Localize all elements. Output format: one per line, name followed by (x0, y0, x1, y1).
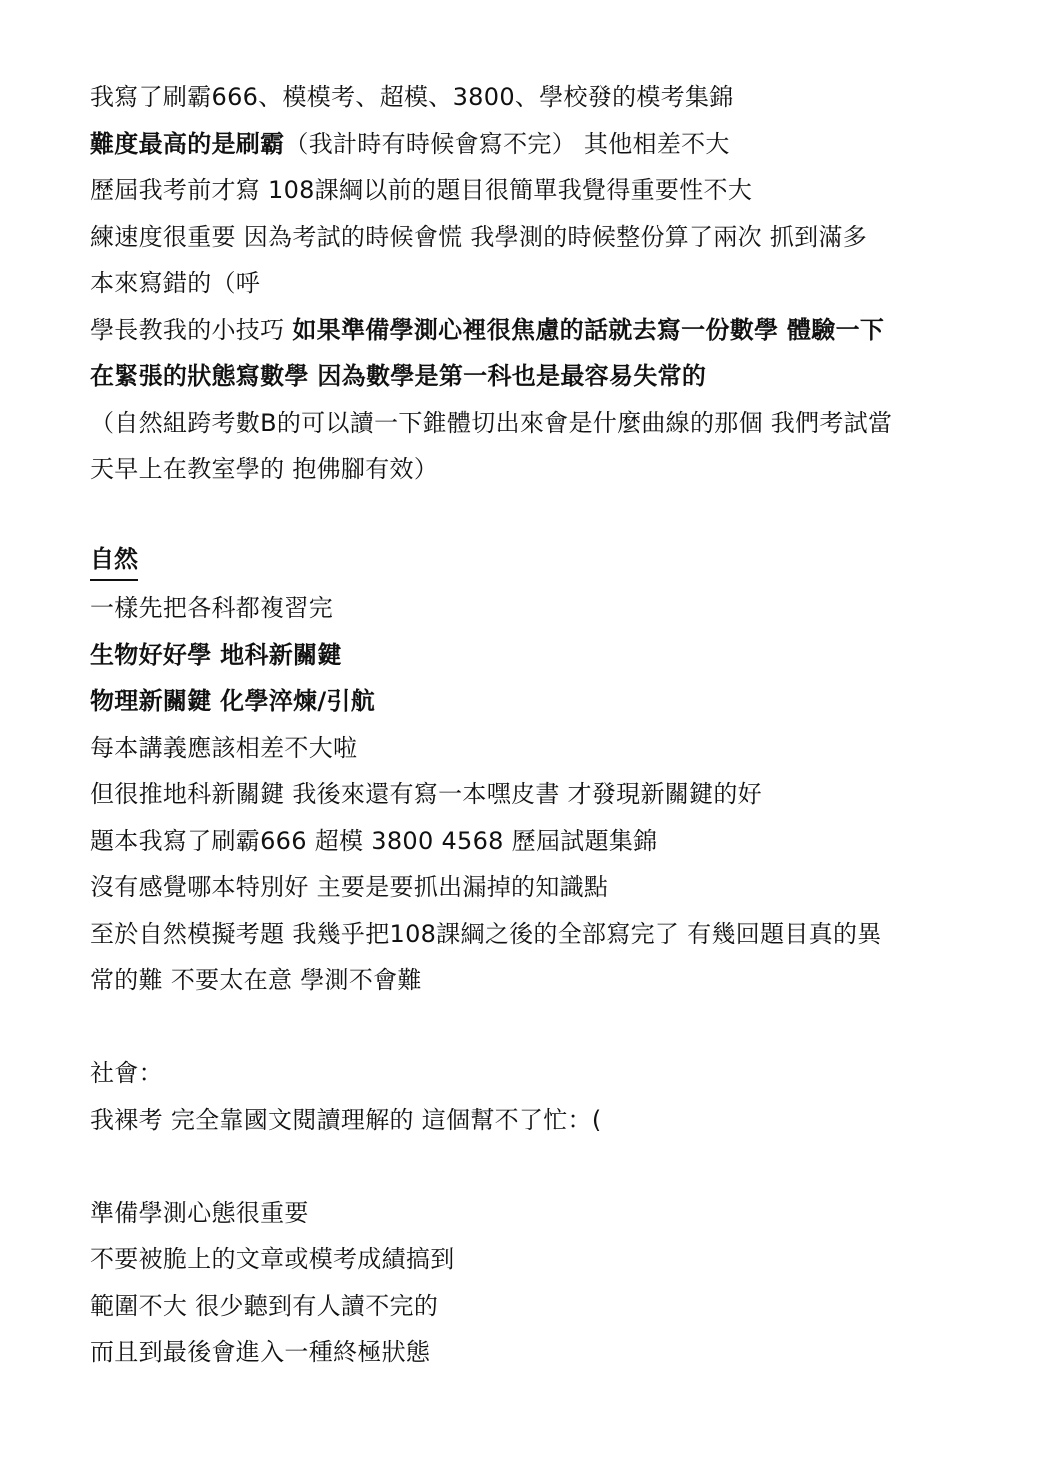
text-line: 沒有感覺哪本特別好 主要是要抓出漏掉的知識點 (90, 873, 609, 901)
text-line: 而且到最後會進入一種終極狀態 (90, 1338, 431, 1366)
text-line: 我裸考 完全靠國文閱讀理解的 這個幫不了忙：( (90, 1105, 602, 1134)
section-heading-science: 自然 (90, 539, 138, 581)
text-line: 不要被脆上的文章或模考成績搞到 (90, 1245, 455, 1273)
document-body (90, 74, 990, 1376)
text-line: 每本講義應該相差不大啦 (90, 733, 358, 762)
text-line: （自然組跨考數B的可以讀一下錐體切出來會是什麼曲線的那個 我們考試當 (90, 408, 893, 437)
text-line: 本來寫錯的（呼 (90, 269, 261, 297)
bold-text: 難度最高的是刷霸 (90, 129, 285, 158)
text-line: 常的難 不要太在意 學測不會難 (90, 966, 422, 994)
text-span: （我計時有時候會寫不完） 其他相差不大 (284, 129, 730, 158)
bold-text: 如果準備學測心裡很焦慮的話就去寫一份數學 體驗一下 (292, 315, 885, 344)
section-heading-wrap (90, 539, 990, 585)
text-line: 至於自然模擬考題 我幾乎把108課綱之後的全部寫完了 有幾回題目真的異 (90, 919, 882, 948)
paragraph-gap (90, 1143, 990, 1190)
paragraph-gap (90, 1004, 990, 1051)
text-line: 題本我寫了刷霸666 超模 3800 4568 歷屆試題集錦 (90, 826, 658, 855)
text-line: 我寫了刷霸666、模模考、超模、3800、學校發的模考集錦 (90, 83, 734, 111)
paragraph-gap (90, 493, 990, 540)
text-span: 學長教我的小技巧 (90, 315, 293, 344)
text-line: 準備學測心態很重要 (90, 1198, 309, 1227)
text-line (90, 307, 990, 354)
bold-line: 在緊張的狀態寫數學 因為數學是第一科也是最容易失常的 (90, 362, 707, 390)
text-line: 天早上在教室學的 抱佛腳有效） (90, 455, 439, 483)
section-heading-social: 社會： (90, 1059, 163, 1087)
text-line: 一樣先把各科都複習完 (90, 594, 333, 622)
text-line: 歷屆我考前才寫 108課綱以前的題目很簡單我覺得重要性不大 (90, 176, 753, 204)
text-line (90, 121, 990, 168)
text-line: 但很推地科新關鍵 我後來還有寫一本嘿皮書 才發現新關鍵的好 (90, 780, 762, 808)
text-line: 範圍不大 很少聽到有人讀不完的 (90, 1291, 439, 1320)
bold-line: 生物好好學 地科新關鍵 (90, 640, 342, 669)
text-line: 練速度很重要 因為考試的時候會慌 我學測的時候整份算了兩次 抓到滿多 (90, 222, 868, 251)
bold-line: 物理新關鍵 化學淬煉/引航 (90, 687, 376, 715)
